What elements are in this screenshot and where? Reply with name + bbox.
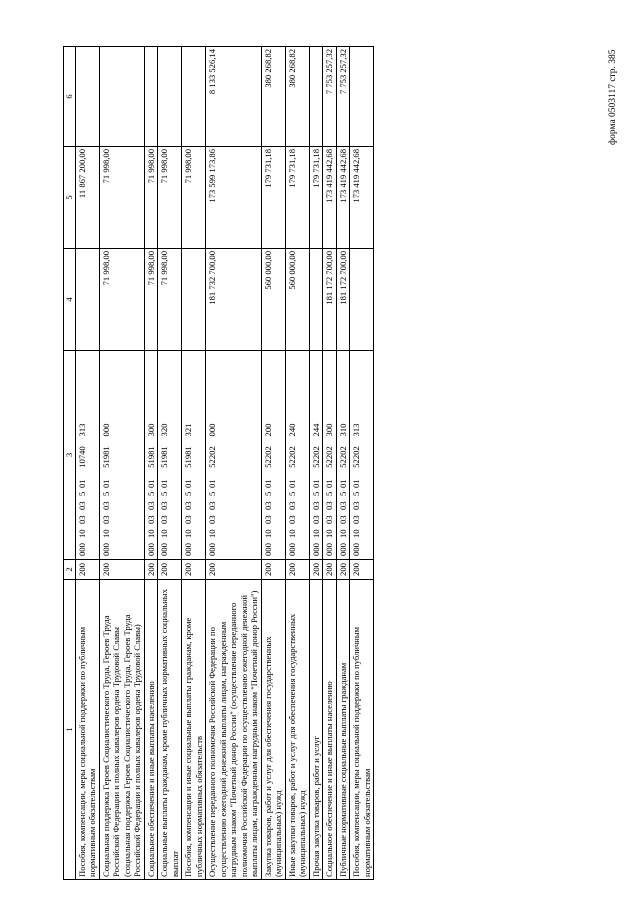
row-code: 200	[76, 560, 100, 580]
classification-part: 03	[183, 515, 194, 524]
classification-part: 51981	[145, 446, 156, 468]
row-executed-amount: 173 419 442,68	[336, 147, 349, 249]
classification-part: 01	[100, 479, 111, 488]
row-executed-amount: 71 998,00	[99, 147, 144, 249]
row-code: 200	[182, 560, 206, 580]
classification-part: 000	[207, 543, 218, 556]
classification-part: 10740	[77, 446, 87, 468]
classification-part: 01	[310, 479, 321, 488]
row-unexecuted-amount: 8 133 526,14	[206, 47, 261, 147]
row-classification	[182, 351, 206, 560]
col-header-5: 5	[64, 147, 76, 249]
table-body	[76, 47, 374, 880]
classification-part: 52202	[324, 446, 335, 468]
classification-part: 5	[324, 491, 335, 496]
classification-part: 52202	[262, 446, 273, 468]
classification-part: 10	[77, 529, 87, 538]
classification-part: 10	[100, 529, 111, 538]
row-code: 200	[336, 560, 349, 580]
row-executed-amount: 173 419 442,68	[323, 147, 336, 249]
classification-part: 03	[324, 515, 335, 524]
row-classification	[261, 351, 285, 560]
row-code: 200	[144, 560, 157, 580]
row-approved-amount: 560 000,00	[285, 249, 309, 351]
table-row	[206, 47, 261, 880]
classification-part: 5	[262, 491, 273, 496]
row-executed-amount: 179 731,18	[285, 147, 309, 249]
row-code: 200	[261, 560, 285, 580]
classification-part: 03	[262, 501, 273, 510]
classification-part: 03	[310, 501, 321, 510]
col-header-6: 6	[64, 47, 76, 147]
row-classification	[336, 351, 349, 560]
row-approved-amount: 71 998,00	[158, 249, 182, 351]
classification-part: 000	[207, 423, 218, 437]
classification-part: 03	[351, 515, 362, 524]
classification-part: 10	[337, 529, 348, 538]
table-row	[309, 47, 322, 880]
classification-part: 01	[324, 479, 335, 488]
table-row	[350, 47, 374, 880]
classification-part: 10	[324, 529, 335, 538]
row-approved-amount	[76, 249, 100, 351]
classification-part: 01	[159, 479, 170, 488]
row-name: Иные закупки товаров, работ и услуг для обеспечения государственных (муниципальных) нужд	[285, 580, 309, 880]
classification-part: 51981	[159, 446, 170, 468]
table-row	[144, 47, 157, 880]
classification-part: 52202	[207, 446, 218, 468]
classification-part: 03	[207, 515, 218, 524]
classification-part: 03	[207, 501, 218, 510]
row-unexecuted-amount: 380 268,82	[261, 47, 285, 147]
row-classification	[309, 351, 322, 560]
row-approved-amount: 71 998,00	[144, 249, 157, 351]
classification-part: 03	[100, 515, 111, 524]
classification-part: 03	[337, 515, 348, 524]
classification-part: 03	[183, 501, 194, 510]
table-row	[76, 47, 100, 880]
row-classification	[99, 351, 144, 560]
classification-part: 000	[351, 543, 362, 556]
row-unexecuted-amount: 380 268,82	[285, 47, 309, 147]
classification-part: 10	[159, 529, 170, 538]
rotated-table-wrapper	[63, 47, 591, 880]
classification-part: 01	[286, 479, 297, 488]
classification-part: 000	[100, 543, 111, 556]
table-row	[323, 47, 336, 880]
row-unexecuted-amount	[144, 47, 157, 147]
row-name: Социальные выплаты гражданам, кроме публичных нормативных социальных выплат	[158, 580, 182, 880]
row-code: 200	[206, 560, 261, 580]
row-name: Прочая закупка товаров, работ и услуг	[309, 580, 322, 880]
classification-part: 03	[310, 515, 321, 524]
row-classification	[158, 351, 182, 560]
classification-part: 03	[145, 515, 156, 524]
col-header-4: 4	[64, 249, 76, 351]
classification-part: 10	[351, 529, 362, 538]
classification-part: 52202	[337, 446, 348, 468]
col-header-2: 2	[64, 560, 76, 580]
classification-part: 52202	[310, 446, 321, 468]
row-unexecuted-amount: 7 753 257,32	[336, 47, 349, 147]
report-table	[63, 46, 374, 880]
classification-part: 52202	[351, 446, 362, 468]
table-row	[99, 47, 144, 880]
row-approved-amount	[309, 249, 322, 351]
classification-part: 10	[310, 529, 321, 538]
classification-part: 310	[337, 423, 348, 437]
col-header-3: 3	[64, 351, 76, 560]
row-name: Пособия, компенсации, меры социальной поддержки по публичным нормативным обязательствам	[76, 580, 100, 880]
row-code: 200	[323, 560, 336, 580]
row-classification	[144, 351, 157, 560]
col-header-1: 1	[64, 580, 76, 880]
classification-part: 000	[145, 543, 156, 556]
classification-part: 000	[286, 543, 297, 556]
classification-part: 313	[77, 423, 87, 437]
classification-part: 52202	[286, 446, 297, 468]
form-reference: форма 0503117 стр. 385	[608, 49, 618, 145]
classification-part: 5	[145, 491, 156, 496]
classification-part: 10	[262, 529, 273, 538]
classification-part: 244	[310, 423, 321, 437]
classification-part: 01	[351, 479, 362, 488]
row-unexecuted-amount	[350, 47, 374, 147]
row-name: Закупка товаров, работ и услуг для обеспечения государственных (муниципальных) нужд	[261, 580, 285, 880]
row-classification	[76, 351, 100, 560]
classification-part: 5	[159, 491, 170, 496]
classification-part: 51981	[183, 446, 194, 468]
row-unexecuted-amount	[99, 47, 144, 147]
classification-part: 5	[351, 491, 362, 496]
classification-part: 10	[183, 529, 194, 538]
row-name: Осуществление переданного полномочия Российской Федерации по осуществлению ежегодной денежной выплаты лицам, награжденным нагрудным знаком "Почетный донор России" (осуществление переданного полномочия Российской Федерации по осуществлению ежегодной денежной выплаты лицам, награжденным нагрудным знаком "Почетный донор России")	[206, 580, 261, 880]
classification-part: 03	[286, 501, 297, 510]
row-classification	[206, 351, 261, 560]
row-name: Социальная поддержка Героев Социалистического Труда, Героев Труда Российской Федерации и полных кавалеров ордена Трудовой Славы (социальная поддержка Героев Социалистического Труда, Героев Труда Российской Федерации и полных кавалеров ордена Трудовой Славы)	[99, 580, 144, 880]
classification-part: 240	[286, 423, 297, 437]
header-row	[64, 47, 76, 880]
classification-part: 000	[183, 543, 194, 556]
row-unexecuted-amount	[182, 47, 206, 147]
classification-part: 000	[324, 543, 335, 556]
row-approved-amount	[182, 249, 206, 351]
classification-part: 01	[77, 479, 87, 488]
classification-part: 03	[77, 515, 87, 524]
classification-part: 01	[262, 479, 273, 488]
classification-part: 321	[183, 423, 194, 437]
classification-part: 03	[159, 515, 170, 524]
classification-part: 01	[337, 479, 348, 488]
classification-part: 000	[77, 543, 87, 556]
row-executed-amount: 179 731,18	[309, 147, 322, 249]
row-executed-amount: 173 599 173,86	[206, 147, 261, 249]
classification-part: 10	[286, 529, 297, 538]
table-row	[158, 47, 182, 880]
row-approved-amount: 181 172 700,00	[336, 249, 349, 351]
classification-part: 5	[207, 491, 218, 496]
classification-part: 03	[100, 501, 111, 510]
classification-part: 01	[145, 479, 156, 488]
table-row	[336, 47, 349, 880]
classification-part: 5	[100, 491, 111, 496]
row-unexecuted-amount	[76, 47, 100, 147]
classification-part: 10	[145, 529, 156, 538]
row-executed-amount: 179 731,18	[261, 147, 285, 249]
row-code: 200	[285, 560, 309, 580]
classification-part: 51981	[100, 446, 111, 468]
classification-part: 000	[262, 543, 273, 556]
classification-part: 5	[337, 491, 348, 496]
classification-part: 5	[286, 491, 297, 496]
classification-part: 000	[337, 543, 348, 556]
classification-part: 300	[145, 423, 156, 437]
table-row	[182, 47, 206, 880]
row-name: Публичные нормативные социальные выплаты гражданам	[336, 580, 349, 880]
classification-part: 03	[159, 501, 170, 510]
row-approved-amount: 181 732 700,00	[206, 249, 261, 351]
row-unexecuted-amount	[158, 47, 182, 147]
classification-part: 03	[324, 501, 335, 510]
row-code: 200	[99, 560, 144, 580]
classification-part: 03	[286, 515, 297, 524]
row-executed-amount: 173 419 442,68	[350, 147, 374, 249]
row-name: Социальное обеспечение и иные выплаты населению	[323, 580, 336, 880]
classification-part: 000	[159, 543, 170, 556]
classification-part: 000	[310, 543, 321, 556]
row-code: 200	[350, 560, 374, 580]
classification-part: 03	[262, 515, 273, 524]
classification-part: 01	[183, 479, 194, 488]
row-unexecuted-amount	[309, 47, 322, 147]
classification-part: 5	[310, 491, 321, 496]
classification-part: 03	[351, 501, 362, 510]
table-row	[285, 47, 309, 880]
classification-part: 01	[207, 479, 218, 488]
classification-part: 200	[262, 423, 273, 437]
classification-part: 313	[351, 423, 362, 437]
classification-part: 03	[337, 501, 348, 510]
classification-part: 5	[77, 491, 87, 496]
row-classification	[285, 351, 309, 560]
row-name: Пособия, компенсации, меры социальной поддержки по публичным нормативным обязательствам	[350, 580, 374, 880]
row-executed-amount: 71 998,00	[182, 147, 206, 249]
row-name: Социальное обеспечение и иные выплаты населению	[144, 580, 157, 880]
row-code: 200	[309, 560, 322, 580]
row-approved-amount	[350, 249, 374, 351]
classification-part: 000	[100, 423, 111, 437]
row-name: Пособия, компенсации и иные социальные выплаты гражданам, кроме публичных нормативных обязательств	[182, 580, 206, 880]
classification-part: 5	[183, 491, 194, 496]
row-unexecuted-amount: 7 753 257,32	[323, 47, 336, 147]
row-executed-amount: 11 867 200,00	[76, 147, 100, 249]
classification-part: 300	[324, 423, 335, 437]
row-executed-amount: 71 998,00	[144, 147, 157, 249]
classification-part: 320	[159, 423, 170, 437]
row-approved-amount: 181 172 700,00	[323, 249, 336, 351]
row-executed-amount: 71 998,00	[158, 147, 182, 249]
classification-part: 03	[145, 501, 156, 510]
row-code: 200	[158, 560, 182, 580]
row-classification	[323, 351, 336, 560]
classification-part: 03	[77, 501, 87, 510]
classification-part: 10	[207, 529, 218, 538]
row-approved-amount: 71 998,00	[99, 249, 144, 351]
row-approved-amount: 560 000,00	[261, 249, 285, 351]
row-classification	[350, 351, 374, 560]
table-row	[261, 47, 285, 880]
